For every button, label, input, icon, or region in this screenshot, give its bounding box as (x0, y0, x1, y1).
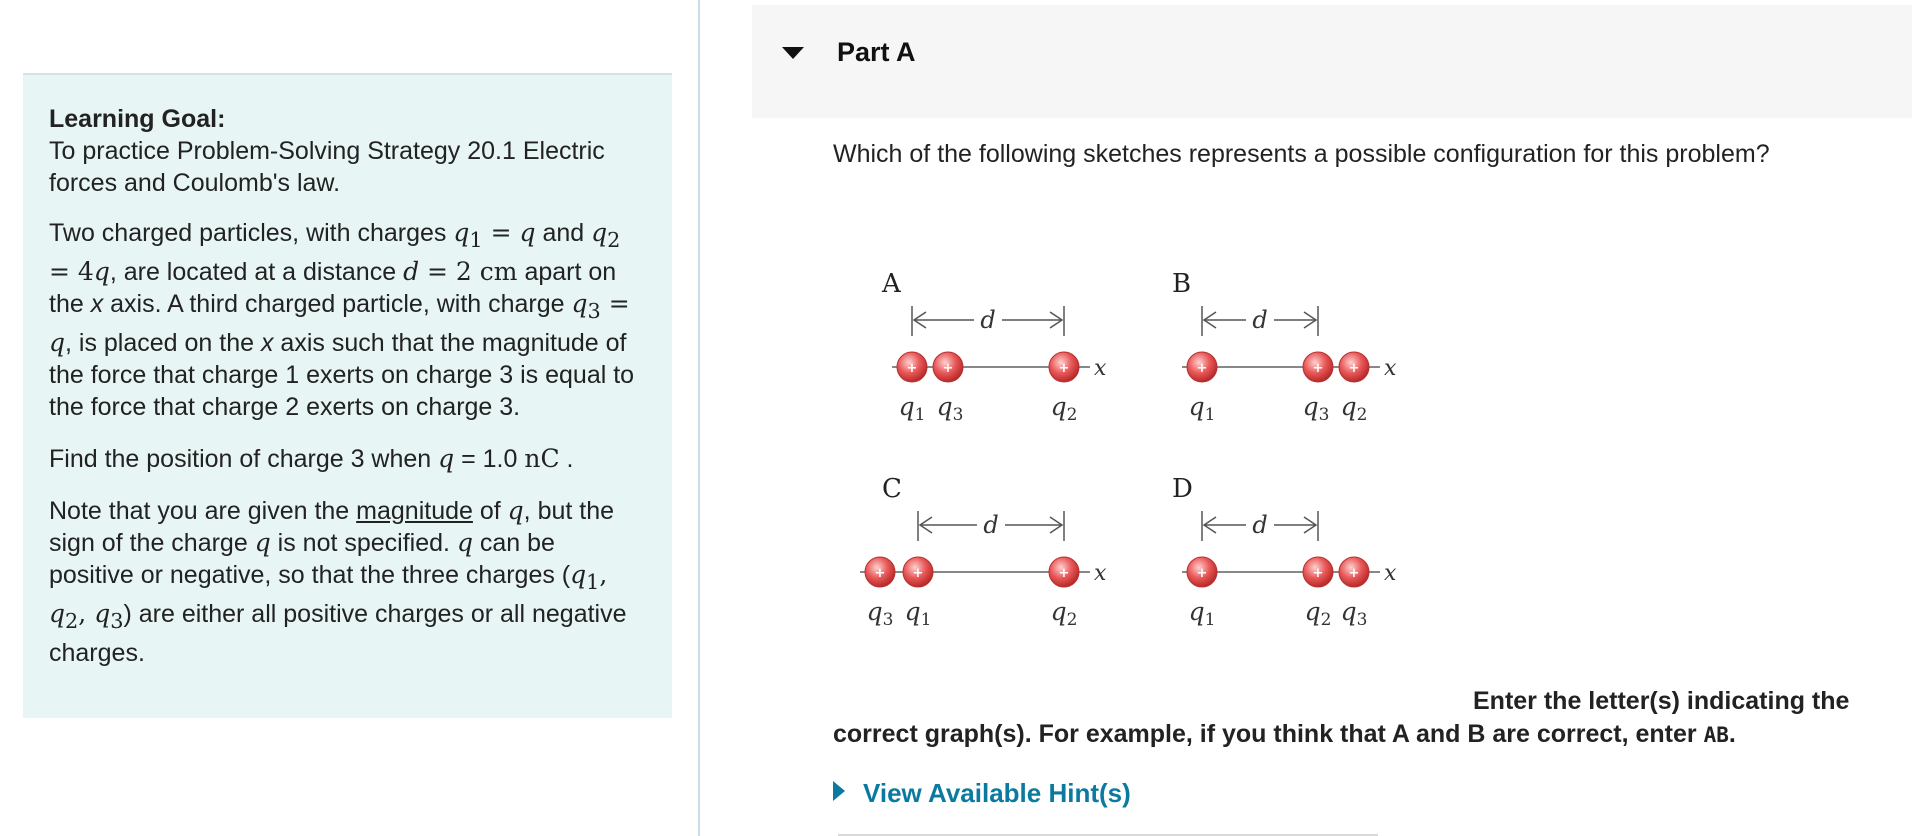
math: 3 (110, 609, 124, 633)
find-position (49, 443, 646, 475)
plus-sign: + (1196, 361, 1208, 376)
panel-divider (698, 0, 700, 836)
charge-label: $q_1$ (898, 392, 926, 425)
text: magnitude (356, 497, 473, 525)
charge-label: $q_2$ (1050, 392, 1078, 425)
caret-down-icon[interactable] (782, 47, 804, 59)
sketch-b (1172, 269, 1397, 425)
configuration-sketches (840, 262, 1460, 642)
math: q (254, 528, 271, 557)
charge-label: $q_3$ (1340, 597, 1368, 630)
plus-sign: + (874, 566, 886, 581)
charge-label: $q_2$ (1304, 597, 1332, 630)
text: . (559, 445, 574, 473)
text: x (90, 290, 104, 318)
charge-label: $q_3$ (936, 392, 964, 425)
math: 2 (65, 609, 79, 633)
math: 2 (607, 228, 621, 252)
sign-note (49, 495, 646, 669)
distance-label: d (1252, 306, 1268, 334)
sketch-d (1172, 474, 1397, 630)
math: = 2 cm (419, 257, 518, 286)
charge-label: $q_2$ (1050, 597, 1078, 630)
plus-sign: + (1058, 361, 1070, 376)
math: q (507, 496, 524, 525)
x-axis-label: x (1384, 356, 1397, 381)
text: , but the sign of the charge (49, 497, 615, 557)
distance-label: d (980, 306, 996, 334)
sketch-c (860, 474, 1107, 630)
learning-goal-panel (23, 73, 672, 718)
math: , (599, 560, 608, 589)
goal-subtitle: To practice Problem-Solving Strategy 20.1 Electric forces and Coulomb's law. (49, 137, 605, 197)
math: d (403, 257, 420, 286)
math: q (453, 218, 470, 247)
answer-instructions (833, 685, 1873, 752)
math: = (600, 289, 630, 318)
text: and (535, 219, 592, 247)
math: 1 (586, 570, 600, 594)
math: 1 (469, 228, 483, 252)
plus-sign: + (942, 361, 954, 376)
plus-sign: + (1312, 566, 1324, 581)
sketch-letter: C (882, 474, 902, 504)
question-text: Which of the following sketches represents a possible configuration for this problem? (833, 140, 1770, 168)
text: is not specified. (270, 529, 457, 557)
text: can be positive or negative, so that the three charges ( (49, 529, 571, 589)
charge-label: $q_1$ (1188, 597, 1216, 630)
example-code: AB (1703, 723, 1729, 747)
text: Two charged particles, with charges (49, 219, 454, 247)
text: = 1.0 (454, 445, 525, 473)
math: q (94, 599, 111, 628)
plus-sign: + (1312, 361, 1324, 376)
math: q (456, 528, 473, 557)
plus-sign: + (906, 361, 918, 376)
plus-sign: + (1348, 361, 1360, 376)
math: q (591, 218, 608, 247)
x-axis-label: x (1384, 561, 1397, 586)
hint-label[interactable]: View Available Hint(s) (863, 778, 1131, 808)
plus-sign: + (1058, 566, 1070, 581)
math: = (482, 218, 520, 247)
math: q (49, 328, 66, 357)
math: nC (524, 444, 560, 473)
charge-label: $q_1$ (904, 597, 932, 630)
x-axis-label: x (1094, 356, 1107, 381)
plus-sign: + (912, 566, 924, 581)
sketch-letter: A (882, 269, 901, 299)
math: , (78, 599, 95, 628)
charge-label: $q_3$ (1302, 392, 1330, 425)
math: q (571, 289, 588, 318)
distance-label: d (983, 511, 999, 539)
plus-sign: + (1196, 566, 1208, 581)
x-axis-label: x (1094, 561, 1107, 586)
text: ) are either all positive charges or all negative charges. (49, 600, 627, 667)
text: Enter the letter(s) indicating the correct graph(s). For example, if you think that A and B are correct, enter (833, 687, 1850, 748)
math: q (49, 599, 66, 628)
text: , are located at a distance (109, 258, 404, 286)
math: = 4 (49, 257, 94, 286)
text: , is placed on the (65, 329, 261, 357)
charge-label: $q_3$ (866, 597, 894, 630)
charge-label: $q_1$ (1188, 392, 1216, 425)
view-hints-link[interactable] (833, 778, 1131, 809)
math: q (438, 444, 455, 473)
part-title: Part A (837, 37, 916, 67)
math: 3 (587, 299, 601, 323)
distance-label: d (1252, 511, 1268, 539)
text: apart on the (49, 258, 617, 318)
text: Note that you are given the (49, 497, 357, 525)
sketch-letter: B (1172, 269, 1192, 299)
text: . (1728, 720, 1736, 748)
charge-label: $q_2$ (1340, 392, 1368, 425)
goal-heading (49, 103, 646, 199)
plus-sign: + (1348, 566, 1360, 581)
caret-right-icon[interactable] (833, 781, 845, 801)
sketch-letter: D (1172, 474, 1193, 504)
math: q (93, 257, 110, 286)
sketch-a (881, 269, 1107, 425)
text: axis such that the magnitude of the force that charge 1 exerts on charge 3 is equal to the force that charge 2 exerts on charge 3. (49, 329, 635, 421)
goal-title: Learning Goal: (49, 105, 226, 133)
math: q (570, 560, 587, 589)
text: x (260, 329, 274, 357)
text: of (472, 497, 508, 525)
text: axis. A third charged particle, with charge (103, 290, 572, 318)
problem-statement (49, 217, 646, 423)
part-a-header[interactable] (752, 5, 1912, 118)
math: q (519, 218, 536, 247)
text: Find the position of charge 3 when (49, 445, 439, 473)
